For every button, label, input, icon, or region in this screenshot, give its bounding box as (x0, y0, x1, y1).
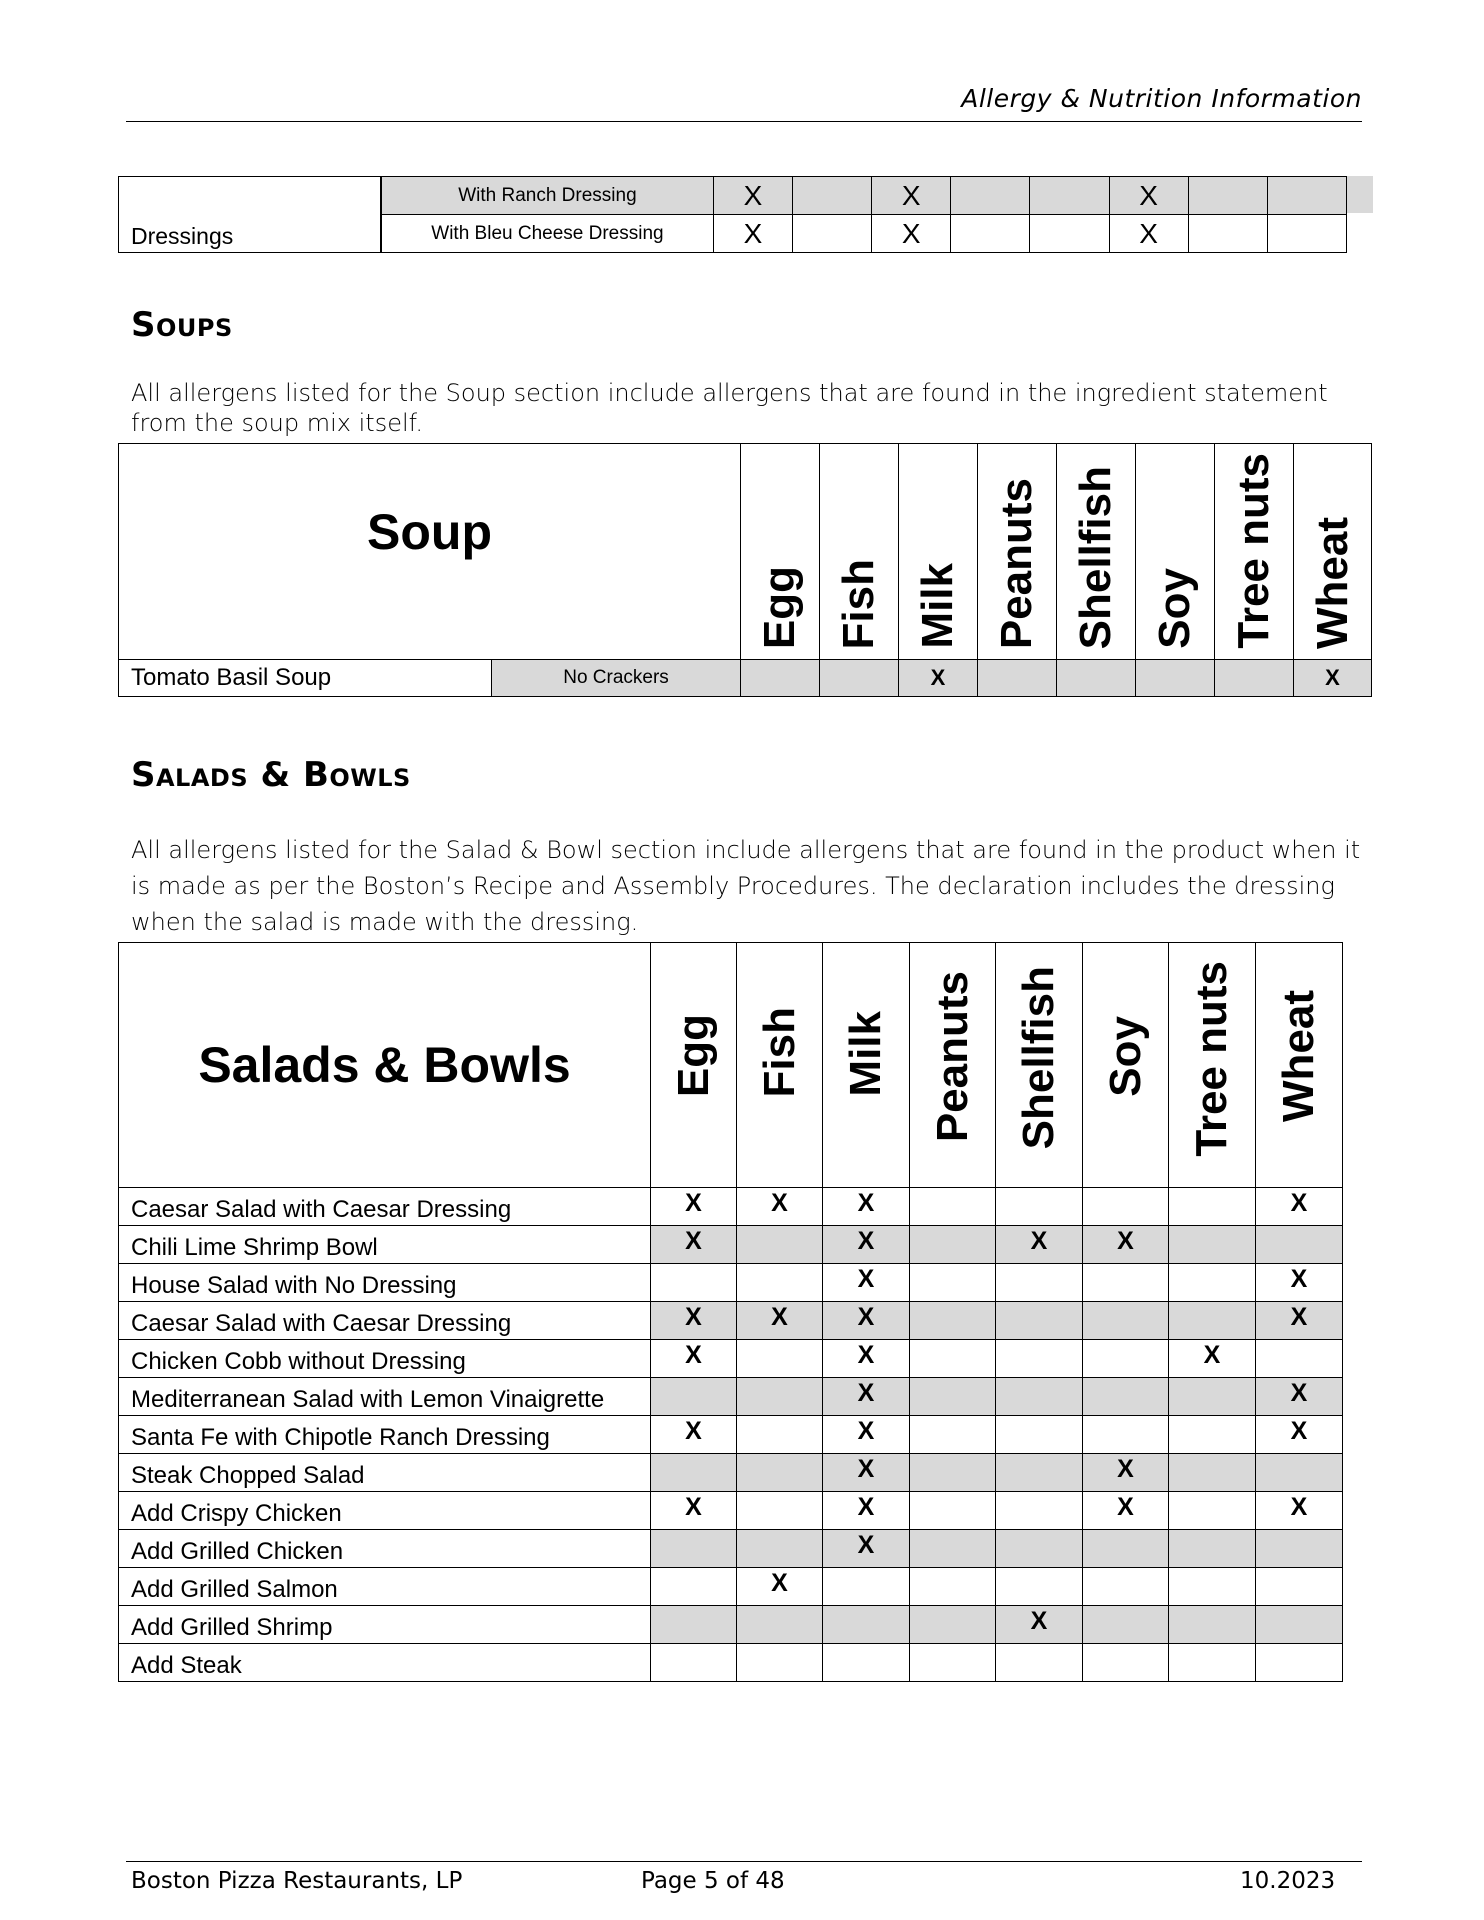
soup-option: No Crackers (492, 660, 741, 697)
column-label: Fish (754, 1006, 804, 1097)
allergen-mark (651, 1606, 737, 1644)
dressings-label: Dressings (119, 177, 381, 253)
salad-name: Add Steak (119, 1644, 651, 1682)
salad-name: House Salad with No Dressing (119, 1264, 651, 1302)
allergen-mark (996, 1302, 1083, 1340)
allergen-mark (823, 1568, 910, 1606)
allergen-mark (1169, 1416, 1256, 1454)
allergen-mark: X (1256, 1492, 1343, 1530)
allergen-mark: X (996, 1606, 1083, 1644)
allergen-mark (1030, 177, 1109, 215)
allergen-mark (1169, 1264, 1256, 1302)
allergen-mark: X (737, 1188, 823, 1226)
column-label: Wheat (1307, 517, 1357, 649)
salad-name: Mediterranean Salad with Lemon Vinaigrette (119, 1378, 651, 1416)
allergen-mark (1256, 1568, 1343, 1606)
allergen-mark (1169, 1188, 1256, 1226)
allergen-mark (793, 215, 872, 253)
allergen-mark: X (823, 1302, 910, 1340)
soup-table-title: Soup (119, 444, 741, 660)
allergen-mark (1169, 1454, 1256, 1492)
allergen-mark: X (1083, 1454, 1169, 1492)
column-header-wheat (1294, 444, 1372, 660)
column-header-soy (1083, 943, 1169, 1188)
allergen-mark (651, 1530, 737, 1568)
footer-divider (126, 1861, 1362, 1862)
column-header-peanuts (978, 444, 1057, 660)
allergen-mark (1083, 1302, 1169, 1340)
allergen-mark (737, 1416, 823, 1454)
salad-name: Add Grilled Salmon (119, 1568, 651, 1606)
allergen-mark (1169, 1302, 1256, 1340)
table-row (119, 1606, 1343, 1644)
footer-company: Boston Pizza Restaurants, LP (131, 1868, 463, 1894)
allergen-mark (1169, 1568, 1256, 1606)
allergen-mark: X (651, 1302, 737, 1340)
allergen-mark (1188, 215, 1267, 253)
dressings-table (118, 176, 1347, 253)
column-label: Egg (668, 1013, 718, 1097)
soups-heading: Soups (131, 305, 233, 345)
allergen-mark: X (1109, 215, 1188, 253)
salads-note: All allergens listed for the Salad & Bowl section include allergens that are found in the product when it is made as per the Boston’s Recipe and Assembly Procedures. The declaration includes the dressing when the salad is made with the dressing. (131, 836, 1361, 936)
allergen-mark (996, 1454, 1083, 1492)
allergen-mark (910, 1606, 996, 1644)
table-row (119, 1454, 1343, 1492)
allergen-mark: X (823, 1226, 910, 1264)
column-header-shellfish (996, 943, 1083, 1188)
allergen-mark (1169, 1492, 1256, 1530)
allergen-mark: X (823, 1340, 910, 1378)
allergen-mark (951, 215, 1030, 253)
salads-heading: Salads & Bowls (131, 755, 411, 795)
column-header-fish (820, 444, 899, 660)
allergen-mark (1083, 1644, 1169, 1682)
allergen-mark (1083, 1378, 1169, 1416)
allergen-mark: X (823, 1454, 910, 1492)
allergen-mark (1169, 1378, 1256, 1416)
allergen-mark: X (823, 1530, 910, 1568)
allergen-mark: X (1256, 1416, 1343, 1454)
column-label: Tree nuts (1229, 453, 1279, 649)
salads-table-body (119, 1188, 1343, 1682)
allergen-mark (910, 1454, 996, 1492)
footer-page-number: Page 5 of 48 (641, 1868, 785, 1894)
allergen-mark (996, 1264, 1083, 1302)
column-label: Shellfish (1014, 965, 1063, 1149)
allergen-mark (651, 1568, 737, 1606)
column-header-egg (741, 444, 820, 660)
column-label: Soy (1150, 568, 1200, 649)
table-row (119, 1416, 1343, 1454)
allergen-mark: X (651, 1416, 737, 1454)
salad-name: Chili Lime Shrimp Bowl (119, 1226, 651, 1264)
salad-name: Steak Chopped Salad (119, 1454, 651, 1492)
dressing-name: With Bleu Cheese Dressing (381, 215, 714, 253)
allergen-mark: X (823, 1378, 910, 1416)
allergen-mark (737, 1606, 823, 1644)
allergen-mark: X (1256, 1264, 1343, 1302)
allergen-mark (737, 1264, 823, 1302)
table-row (119, 1530, 1343, 1568)
allergen-mark (1083, 1568, 1169, 1606)
allergen-mark: X (1256, 1188, 1343, 1226)
allergen-mark (1215, 660, 1294, 697)
table-row (119, 1492, 1343, 1530)
allergen-mark (951, 177, 1030, 215)
footer-date: 10.2023 (1240, 1868, 1336, 1894)
allergen-mark: X (996, 1226, 1083, 1264)
allergen-mark (996, 1340, 1083, 1378)
allergen-mark (1256, 1226, 1343, 1264)
allergen-mark (910, 1188, 996, 1226)
salad-name: Caesar Salad with Caesar Dressing (119, 1188, 651, 1226)
allergen-mark: X (737, 1568, 823, 1606)
allergen-mark (737, 1454, 823, 1492)
allergen-mark: X (651, 1340, 737, 1378)
column-label: Soy (1100, 1016, 1150, 1097)
allergen-mark (823, 1644, 910, 1682)
allergen-mark: X (1109, 177, 1188, 215)
allergen-mark (910, 1568, 996, 1606)
allergen-mark: X (823, 1264, 910, 1302)
allergen-mark (737, 1226, 823, 1264)
allergen-mark: X (1083, 1492, 1169, 1530)
allergen-mark (996, 1378, 1083, 1416)
column-header-soy (1136, 444, 1215, 660)
column-header-milk (823, 943, 910, 1188)
allergen-mark: X (823, 1492, 910, 1530)
allergen-mark: X (651, 1492, 737, 1530)
column-label: Milk (841, 1011, 890, 1097)
salads-table-title: Salads & Bowls (119, 943, 651, 1188)
table-row (119, 1188, 1343, 1226)
column-label: Shellfish (1071, 465, 1121, 649)
allergen-mark: X (1256, 1302, 1343, 1340)
column-header-tree-nuts (1215, 444, 1294, 660)
allergen-mark (737, 1340, 823, 1378)
table-row (119, 1568, 1343, 1606)
allergen-mark (910, 1378, 996, 1416)
allergen-mark (1267, 177, 1346, 215)
allergen-mark (910, 1492, 996, 1530)
allergen-mark (996, 1416, 1083, 1454)
allergen-mark (1188, 177, 1267, 215)
salads-table (118, 942, 1343, 1682)
table-row (119, 1302, 1343, 1340)
column-header-milk (899, 444, 978, 660)
allergen-mark (1030, 215, 1109, 253)
allergen-mark: X (1169, 1340, 1256, 1378)
column-label: Peanuts (927, 970, 977, 1142)
allergen-mark: X (823, 1416, 910, 1454)
dressings-shade-strip (1347, 176, 1373, 213)
column-label: Egg (755, 565, 805, 649)
salad-name: Chicken Cobb without Dressing (119, 1340, 651, 1378)
allergen-mark: X (651, 1226, 737, 1264)
column-label: Milk (913, 563, 963, 649)
allergen-mark (737, 1530, 823, 1568)
allergen-mark (737, 1378, 823, 1416)
allergen-mark: X (651, 1188, 737, 1226)
salad-name: Add Grilled Shrimp (119, 1606, 651, 1644)
allergen-mark (996, 1492, 1083, 1530)
table-row (119, 1644, 1343, 1682)
allergen-mark (1267, 215, 1346, 253)
header-divider (126, 121, 1362, 122)
allergen-mark: X (713, 177, 792, 215)
column-label: Tree nuts (1187, 961, 1236, 1157)
allergen-mark: X (872, 177, 951, 215)
allergen-mark (910, 1644, 996, 1682)
allergen-mark (1083, 1188, 1169, 1226)
allergen-mark: X (899, 660, 978, 697)
table-row (119, 1378, 1343, 1416)
salad-name: Santa Fe with Chipotle Ranch Dressing (119, 1416, 651, 1454)
allergen-mark (910, 1530, 996, 1568)
column-header-peanuts (910, 943, 996, 1188)
allergen-mark: X (1294, 660, 1372, 697)
allergen-mark (737, 1644, 823, 1682)
column-label: Fish (834, 558, 884, 649)
dressing-row (119, 177, 1347, 215)
column-header-egg (651, 943, 737, 1188)
allergen-mark (1136, 660, 1215, 697)
allergen-mark (651, 1378, 737, 1416)
allergen-mark (1256, 1606, 1343, 1644)
soups-note: All allergens listed for the Soup section include allergens that are found in the ingredient statement from the soup mix itself. (131, 379, 1328, 437)
allergen-mark (996, 1530, 1083, 1568)
allergen-mark (996, 1568, 1083, 1606)
allergen-mark (1169, 1606, 1256, 1644)
salad-name: Add Crispy Chicken (119, 1492, 651, 1530)
soup-name: Tomato Basil Soup (119, 660, 492, 697)
allergen-mark (793, 177, 872, 215)
allergen-mark (1083, 1264, 1169, 1302)
allergen-mark (820, 660, 899, 697)
allergen-mark (910, 1340, 996, 1378)
allergen-mark: X (1083, 1226, 1169, 1264)
allergen-mark (651, 1454, 737, 1492)
column-header-wheat (1256, 943, 1343, 1188)
allergen-mark (1169, 1530, 1256, 1568)
allergen-mark (910, 1302, 996, 1340)
allergen-mark (1083, 1530, 1169, 1568)
allergen-mark: X (1256, 1378, 1343, 1416)
column-header-fish (737, 943, 823, 1188)
allergen-mark (996, 1188, 1083, 1226)
allergen-mark: X (737, 1302, 823, 1340)
allergen-mark (1256, 1340, 1343, 1378)
column-header-shellfish (1057, 444, 1136, 660)
allergen-mark (651, 1264, 737, 1302)
allergen-mark (737, 1492, 823, 1530)
table-row (119, 660, 1372, 697)
allergen-mark (1256, 1454, 1343, 1492)
table-row (119, 1264, 1343, 1302)
salads-header-row (119, 943, 1343, 1188)
allergen-mark (978, 660, 1057, 697)
allergen-mark (1169, 1644, 1256, 1682)
header-title: Allergy & Nutrition Information (961, 84, 1362, 113)
allergen-mark: X (823, 1188, 910, 1226)
column-header-tree-nuts (1169, 943, 1256, 1188)
dressing-name: With Ranch Dressing (381, 177, 714, 215)
allergen-mark (1083, 1606, 1169, 1644)
allergen-mark: X (713, 215, 792, 253)
allergen-mark (1256, 1644, 1343, 1682)
column-label: Peanuts (992, 477, 1042, 649)
allergen-mark (1256, 1530, 1343, 1568)
soup-header-row (119, 444, 1372, 660)
allergen-mark (996, 1644, 1083, 1682)
allergen-mark (1083, 1340, 1169, 1378)
allergen-mark (651, 1644, 737, 1682)
salad-name: Caesar Salad with Caesar Dressing (119, 1302, 651, 1340)
allergen-mark (1083, 1416, 1169, 1454)
allergen-mark (1169, 1226, 1256, 1264)
allergen-mark (910, 1226, 996, 1264)
table-row (119, 1226, 1343, 1264)
table-row (119, 1340, 1343, 1378)
salad-name: Add Grilled Chicken (119, 1530, 651, 1568)
allergen-mark (741, 660, 820, 697)
allergen-mark: X (872, 215, 951, 253)
allergen-mark (910, 1416, 996, 1454)
column-label: Wheat (1274, 990, 1323, 1122)
allergen-mark (1057, 660, 1136, 697)
allergen-mark (823, 1606, 910, 1644)
soup-table (118, 443, 1372, 697)
allergen-mark (910, 1264, 996, 1302)
